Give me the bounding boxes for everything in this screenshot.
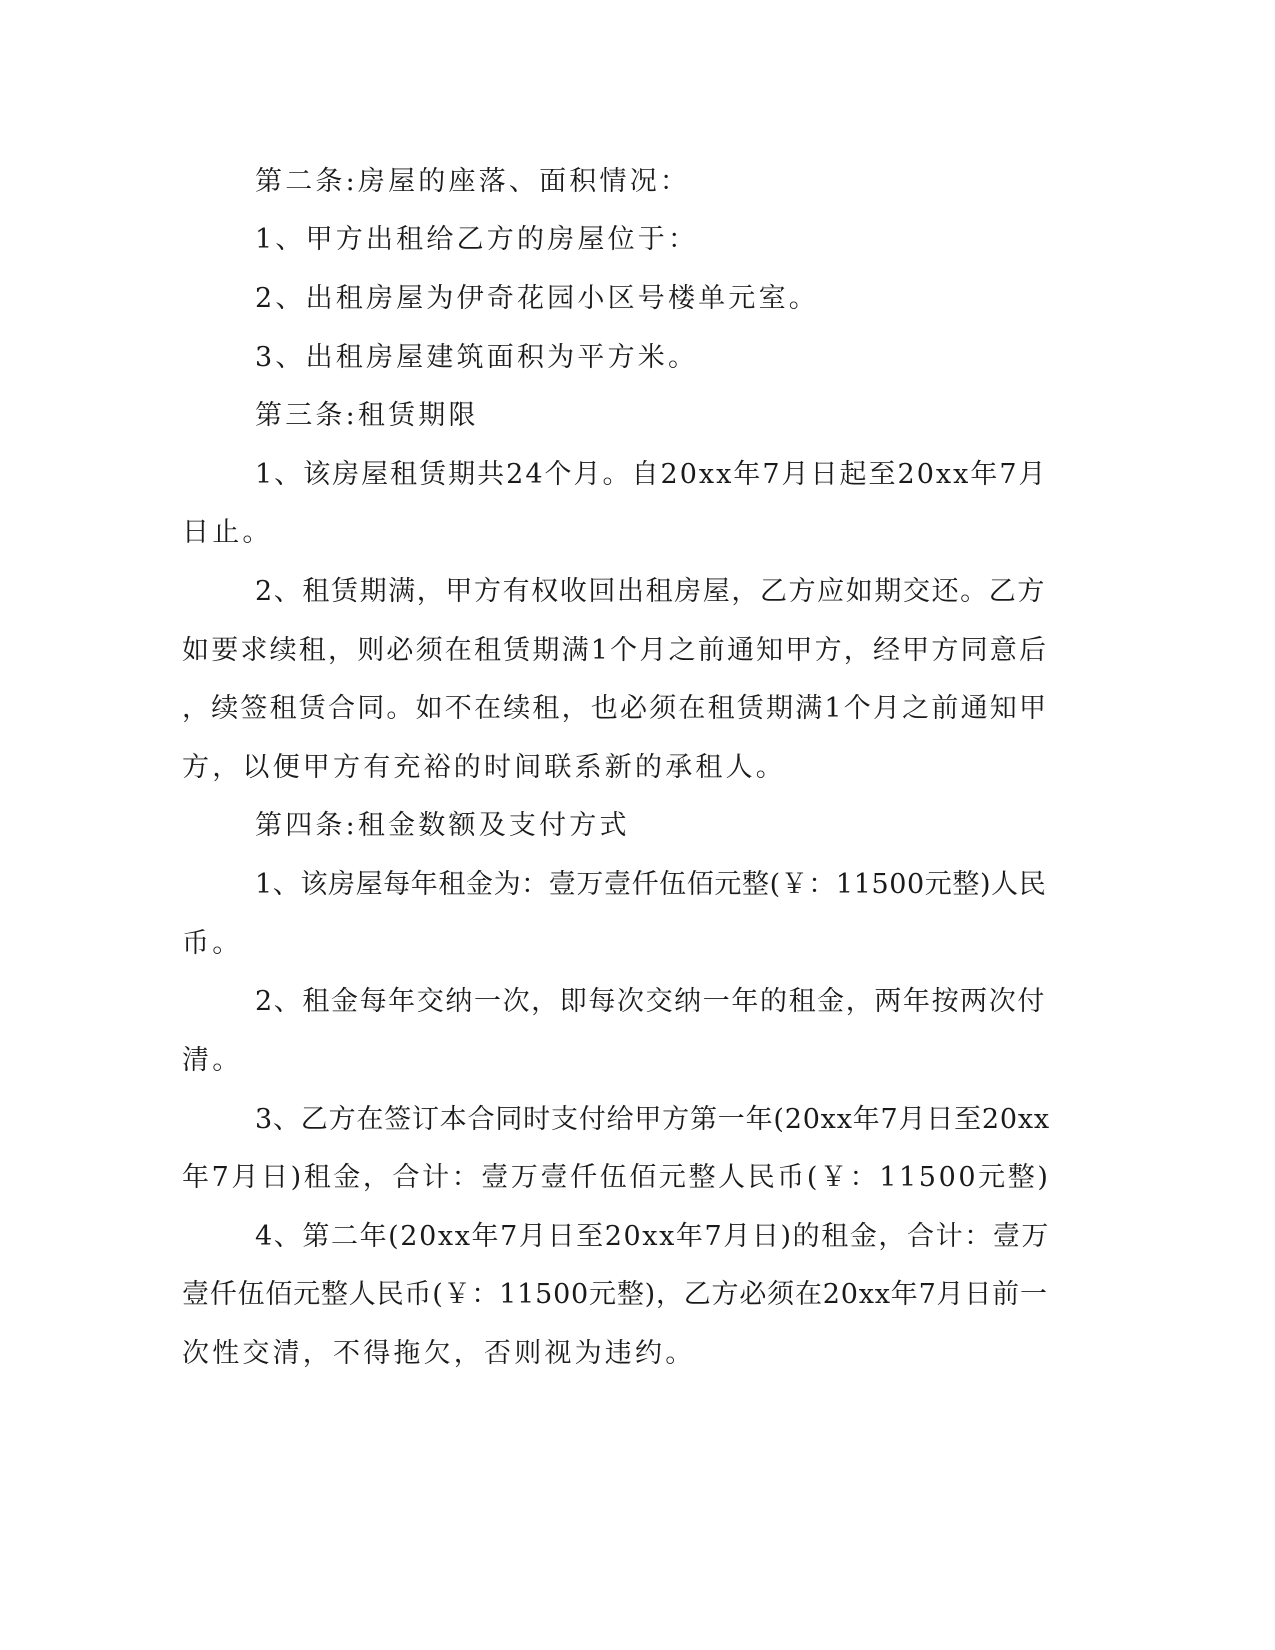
article-2-heading: 第二条:房屋的座落、面积情况： xyxy=(255,166,691,197)
article-3-heading: 第三条:租赁期限 xyxy=(255,400,479,431)
article-4-item-4-line-2: 壹仟伍佰元整人民币(￥：11500元整)，乙方必须在20xx年7月日前一 xyxy=(182,1279,1048,1310)
article-4-item-4-line-1: 4、第二年(20xx年7月日至20xx年7月日)的租金，合计：壹万 xyxy=(255,1221,1051,1252)
article-4-item-1-line-2: 币。 xyxy=(182,928,243,959)
article-4-item-3-line-2: 年7月日)租金，合计：壹万壹仟伍佰元整人民币(￥：11500元整) xyxy=(182,1162,1051,1193)
article-4-item-2-line-2: 清。 xyxy=(182,1045,243,1076)
article-4-item-1-line-1: 1、该房屋每年租金为：壹万壹仟伍佰元整(￥：11500元整)人民 xyxy=(255,869,1047,900)
article-2-item-1: 1、甲方出租给乙方的房屋位于： xyxy=(255,224,699,255)
article-3-item-2-line-1: 2、租赁期满，甲方有权收回出租房屋，乙方应如期交还。乙方 xyxy=(255,576,1046,607)
article-3-item-1-line-1: 1、该房屋租赁期共24个月。自20xx年7月日起至20xx年7月 xyxy=(255,459,1048,490)
article-3-item-2-line-3: ，续签租赁合同。如不在续租，也必须在租赁期满1个月之前通知甲 xyxy=(182,693,1049,724)
article-2-item-2: 2、出租房屋为伊奇花园小区号楼单元室。 xyxy=(255,283,819,314)
article-3-item-2-line-2: 如要求续租，则必须在租赁期满1个月之前通知甲方，经甲方同意后 xyxy=(182,635,1049,666)
article-2-item-3: 3、出租房屋建筑面积为平方米。 xyxy=(255,342,699,373)
article-4-heading: 第四条:租金数额及支付方式 xyxy=(255,810,630,841)
article-3-item-1-line-2: 日止。 xyxy=(182,517,273,548)
article-4-item-2-line-1: 2、租金每年交纳一次，即每次交纳一年的租金，两年按两次付 xyxy=(255,986,1046,1017)
article-4-item-3-line-1: 3、乙方在签订本合同时支付给甲方第一年(20xx年7月日至20xx xyxy=(255,1104,1050,1135)
article-4-item-4-line-3: 次性交清，不得拖欠，否则视为违约。 xyxy=(182,1338,696,1369)
article-3-item-2-line-4: 方，以便甲方有充裕的时间联系新的承租人。 xyxy=(182,752,786,783)
